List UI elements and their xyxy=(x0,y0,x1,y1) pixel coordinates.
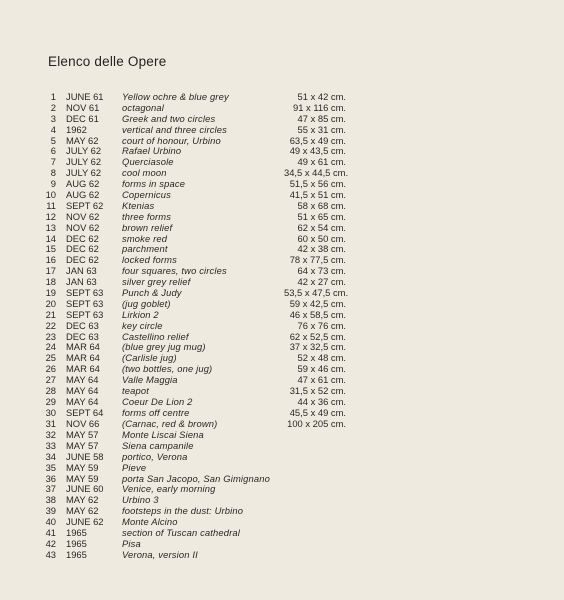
item-date: DEC 62 xyxy=(66,254,99,266)
item-number: 29 xyxy=(45,395,56,407)
item-size: 42 x 38 cm. xyxy=(297,243,346,255)
item-date: SEPT 64 xyxy=(66,406,104,418)
item-date: MAY 64 xyxy=(66,395,99,407)
item-date: DEC 63 xyxy=(66,330,99,342)
item-date: SEPT 63 xyxy=(66,287,104,299)
item-number: 26 xyxy=(45,363,56,375)
item-title: teapot xyxy=(122,385,149,397)
list-item xyxy=(0,463,564,474)
item-number: 13 xyxy=(45,221,56,233)
item-number: 7 xyxy=(50,156,56,168)
item-title: court of honour, Urbino xyxy=(122,134,221,146)
item-date: JAN 63 xyxy=(66,265,97,277)
item-date: NOV 62 xyxy=(66,210,100,222)
item-number: 24 xyxy=(45,341,56,353)
item-title: Castellino relief xyxy=(122,330,189,342)
item-number: 10 xyxy=(45,189,56,201)
item-date: DEC 61 xyxy=(66,112,99,124)
item-size: 42 x 27 cm. xyxy=(297,276,346,288)
item-number: 4 xyxy=(50,123,56,135)
item-number: 25 xyxy=(45,352,56,364)
item-number: 40 xyxy=(45,516,56,528)
item-date: SEPT 63 xyxy=(66,297,104,309)
item-number: 23 xyxy=(45,330,56,342)
item-size: 55 x 31 cm. xyxy=(297,123,346,135)
item-number: 28 xyxy=(45,385,56,397)
item-size: 51 x 42 cm. xyxy=(297,91,346,102)
item-number: 2 xyxy=(50,101,56,113)
item-date: DEC 62 xyxy=(66,232,99,244)
item-title: cool moon xyxy=(122,167,167,179)
item-size: 45,5 x 49 cm. xyxy=(289,406,346,418)
item-title: forms off centre xyxy=(122,406,190,418)
item-size: 76 x 76 cm. xyxy=(297,319,346,331)
item-size: 51 x 65 cm. xyxy=(297,210,346,222)
item-size: 59 x 46 cm. xyxy=(297,363,346,375)
item-title: Venice, early morning xyxy=(122,483,216,495)
item-date: 1965 xyxy=(66,548,87,560)
item-date: JULY 62 xyxy=(66,167,102,179)
item-title: Verona, version II xyxy=(122,548,198,560)
item-size: 49 x 61 cm. xyxy=(297,156,346,168)
item-number: 38 xyxy=(45,494,56,506)
item-date: DEC 62 xyxy=(66,243,99,255)
item-number: 39 xyxy=(45,505,56,517)
item-title: Copernicus xyxy=(122,189,171,201)
item-title: (blue grey jug mug) xyxy=(122,341,206,353)
item-size: 63,5 x 49 cm. xyxy=(289,134,346,146)
item-title: Monte Alcino xyxy=(122,516,178,528)
item-size: 62 x 54 cm. xyxy=(297,221,346,233)
item-number: 36 xyxy=(45,472,56,484)
item-number: 35 xyxy=(45,461,56,473)
item-date: MAY 64 xyxy=(66,385,99,397)
item-title: silver grey relief xyxy=(122,276,191,288)
item-date: MAR 64 xyxy=(66,352,100,364)
item-date: SEPT 63 xyxy=(66,308,104,320)
list-item xyxy=(0,321,564,332)
item-number: 34 xyxy=(45,450,56,462)
item-date: 1965 xyxy=(66,537,87,549)
item-number: 42 xyxy=(45,537,56,549)
item-date: MAY 57 xyxy=(66,439,99,451)
item-title: forms in space xyxy=(122,178,186,190)
item-title: portico, Verona xyxy=(122,450,188,462)
item-number: 5 xyxy=(50,134,56,146)
item-date: SEPT 62 xyxy=(66,199,104,211)
item-date: 1962 xyxy=(66,123,87,135)
item-date: JULY 62 xyxy=(66,145,102,157)
item-title: smoke red xyxy=(122,232,168,244)
item-size: 60 x 50 cm. xyxy=(297,232,346,244)
item-size: 62 x 52,5 cm. xyxy=(289,330,346,342)
item-size: 59 x 42,5 cm. xyxy=(289,297,346,309)
item-date: MAY 62 xyxy=(66,505,99,517)
item-date: NOV 61 xyxy=(66,101,100,113)
item-number: 1 xyxy=(50,91,56,102)
item-number: 37 xyxy=(45,483,56,495)
item-date: JUNE 61 xyxy=(66,91,104,102)
item-date: 1965 xyxy=(66,527,87,539)
item-size: 47 x 85 cm. xyxy=(297,112,346,124)
list-item xyxy=(0,223,564,234)
page-title: Elenco delle Opere xyxy=(48,54,167,69)
item-size: 51,5 x 56 cm. xyxy=(289,178,346,190)
item-size: 47 x 61 cm. xyxy=(297,374,346,386)
list-item xyxy=(0,419,564,430)
item-title: Siena campanile xyxy=(122,439,194,451)
item-title: parchment xyxy=(122,243,168,255)
item-title: three forms xyxy=(122,210,172,222)
item-title: Pieve xyxy=(122,461,147,473)
item-number: 18 xyxy=(45,276,56,288)
item-title: key circle xyxy=(122,319,163,331)
item-number: 17 xyxy=(45,265,56,277)
item-date: JUNE 58 xyxy=(66,450,104,462)
works-list-dimensions xyxy=(0,92,564,430)
item-number: 21 xyxy=(45,308,56,320)
item-number: 19 xyxy=(45,287,56,299)
item-number: 27 xyxy=(45,374,56,386)
item-size: 41,5 x 51 cm. xyxy=(289,189,346,201)
item-size: 78 x 77,5 cm. xyxy=(289,254,346,266)
item-number: 43 xyxy=(45,548,56,560)
item-date: JAN 63 xyxy=(66,276,97,288)
item-title: Querciasole xyxy=(122,156,174,168)
item-number: 14 xyxy=(45,232,56,244)
item-date: MAY 62 xyxy=(66,494,99,506)
item-number: 41 xyxy=(45,527,56,539)
item-number: 22 xyxy=(45,319,56,331)
item-title: section of Tuscan cathedral xyxy=(122,527,240,539)
item-date: MAY 59 xyxy=(66,472,99,484)
item-number: 8 xyxy=(50,167,56,179)
item-title: footsteps in the dust: Urbino xyxy=(122,505,244,517)
item-date: MAY 59 xyxy=(66,461,99,473)
item-number: 6 xyxy=(50,145,56,157)
item-number: 31 xyxy=(45,417,56,429)
item-number: 20 xyxy=(45,297,56,309)
item-number: 16 xyxy=(45,254,56,266)
item-date: JULY 62 xyxy=(66,156,102,168)
item-date: JUNE 62 xyxy=(66,516,104,528)
item-size: 37 x 32,5 cm. xyxy=(289,341,346,353)
item-title: Punch & Judy xyxy=(122,287,182,299)
item-date: MAR 64 xyxy=(66,341,100,353)
item-title: Coeur De Lion 2 xyxy=(122,395,193,407)
item-date: NOV 66 xyxy=(66,417,100,429)
item-title: brown relief xyxy=(122,221,173,233)
item-number: 12 xyxy=(45,210,56,222)
item-title: (jug goblet) xyxy=(122,297,171,309)
item-title: Rafael Urbino xyxy=(122,145,182,157)
item-title: Yellow ochre & blue grey xyxy=(122,91,229,102)
item-number: 11 xyxy=(46,199,56,211)
item-title: Valle Maggia xyxy=(122,374,178,386)
item-title: Greek and two circles xyxy=(122,112,216,124)
item-title: (two bottles, one jug) xyxy=(122,363,213,375)
item-size: 58 x 68 cm. xyxy=(297,199,346,211)
item-title: Lirkion 2 xyxy=(122,308,159,320)
item-title: locked forms xyxy=(122,254,177,266)
item-date: MAY 57 xyxy=(66,429,99,440)
item-size: 52 x 48 cm. xyxy=(297,352,346,364)
item-number: 33 xyxy=(45,439,56,451)
item-title: (Carlisle jug) xyxy=(122,352,177,364)
item-size: 46 x 58,5 cm. xyxy=(289,308,346,320)
item-date: MAY 62 xyxy=(66,134,99,146)
item-title: vertical and three circles xyxy=(122,123,227,135)
item-date: AUG 62 xyxy=(66,178,100,190)
list-item xyxy=(0,550,564,561)
item-date: DEC 63 xyxy=(66,319,99,331)
works-list-drawings xyxy=(0,430,564,561)
item-title: octagonal xyxy=(122,101,165,113)
item-size: 49 x 43,5 cm. xyxy=(289,145,346,157)
item-size: 64 x 73 cm. xyxy=(297,265,346,277)
item-number: 9 xyxy=(50,178,56,190)
item-date: MAY 64 xyxy=(66,374,99,386)
item-size: 100 x 205 cm. xyxy=(287,417,346,429)
item-date: AUG 62 xyxy=(66,189,100,201)
item-date: MAR 64 xyxy=(66,363,100,375)
item-title: Pisa xyxy=(122,537,141,549)
item-number: 30 xyxy=(45,406,56,418)
item-number: 15 xyxy=(45,243,56,255)
item-title: Ktenias xyxy=(122,199,155,211)
item-size: 53,5 x 47,5 cm. xyxy=(284,287,349,299)
item-date: NOV 62 xyxy=(66,221,100,233)
item-size: 34,5 x 44,5 cm. xyxy=(284,167,349,179)
item-number: 32 xyxy=(45,429,56,440)
item-title: porta San Jacopo, San Gimignano xyxy=(122,472,270,484)
item-date: JUNE 60 xyxy=(66,483,104,495)
item-title: (Carnac, red & brown) xyxy=(122,417,218,429)
item-size: 31,5 x 52 cm. xyxy=(289,385,346,397)
item-size: 91 x 116 cm. xyxy=(293,101,346,113)
item-size: 44 x 36 cm. xyxy=(297,395,346,407)
item-number: 3 xyxy=(50,112,56,124)
item-title: four squares, two circles xyxy=(122,265,227,277)
item-title: Monte Liscai Siena xyxy=(122,429,204,440)
item-title: Urbino 3 xyxy=(122,494,159,506)
list-item xyxy=(0,125,564,136)
